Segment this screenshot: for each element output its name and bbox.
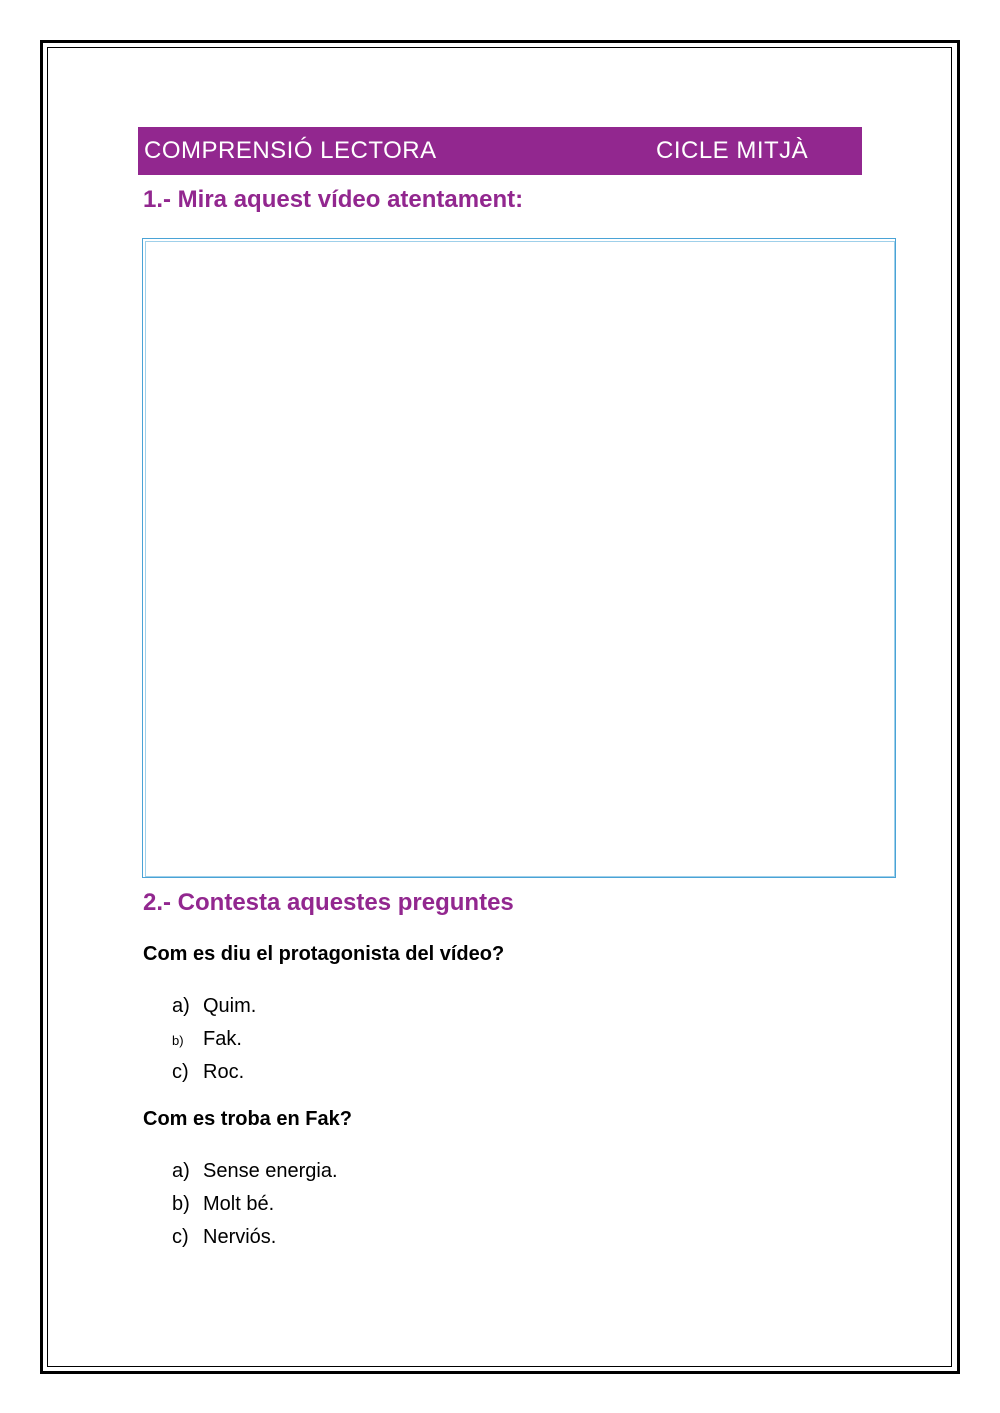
option-text: Nerviós. (203, 1226, 277, 1248)
header-level: CICLE MITJÀ (656, 137, 809, 164)
option-marker: a) (172, 1160, 190, 1182)
section-1-title: 1.- Mira aquest vídeo atentament: (143, 186, 524, 213)
option-marker: b) (172, 1033, 184, 1048)
question-1-option-a[interactable] (172, 993, 256, 1019)
option-marker: a) (172, 995, 190, 1017)
option-marker: c) (172, 1226, 189, 1248)
question-1: Com es diu el protagonista del vídeo? (143, 943, 505, 965)
section-2-title: 2.- Contesta aquestes preguntes (143, 889, 514, 916)
header-bar (138, 127, 862, 175)
option-marker: b) (172, 1193, 190, 1215)
question-1-option-c[interactable] (172, 1059, 244, 1085)
header-title: COMPRENSIÓ LECTORA (144, 137, 437, 164)
question-1-option-b[interactable] (172, 1026, 242, 1052)
option-text: Roc. (203, 1061, 245, 1083)
question-2-option-b[interactable] (172, 1191, 274, 1217)
option-text: Sense energia. (203, 1160, 338, 1182)
question-2: Com es troba en Fak? (143, 1108, 352, 1130)
video-embed-inner-border (145, 241, 895, 877)
option-text: Quim. (203, 995, 257, 1017)
option-marker: c) (172, 1061, 189, 1083)
question-2-option-c[interactable] (172, 1224, 276, 1250)
question-2-option-a[interactable] (172, 1158, 338, 1184)
option-text: Fak. (203, 1028, 242, 1050)
option-text: Molt bé. (203, 1193, 275, 1215)
